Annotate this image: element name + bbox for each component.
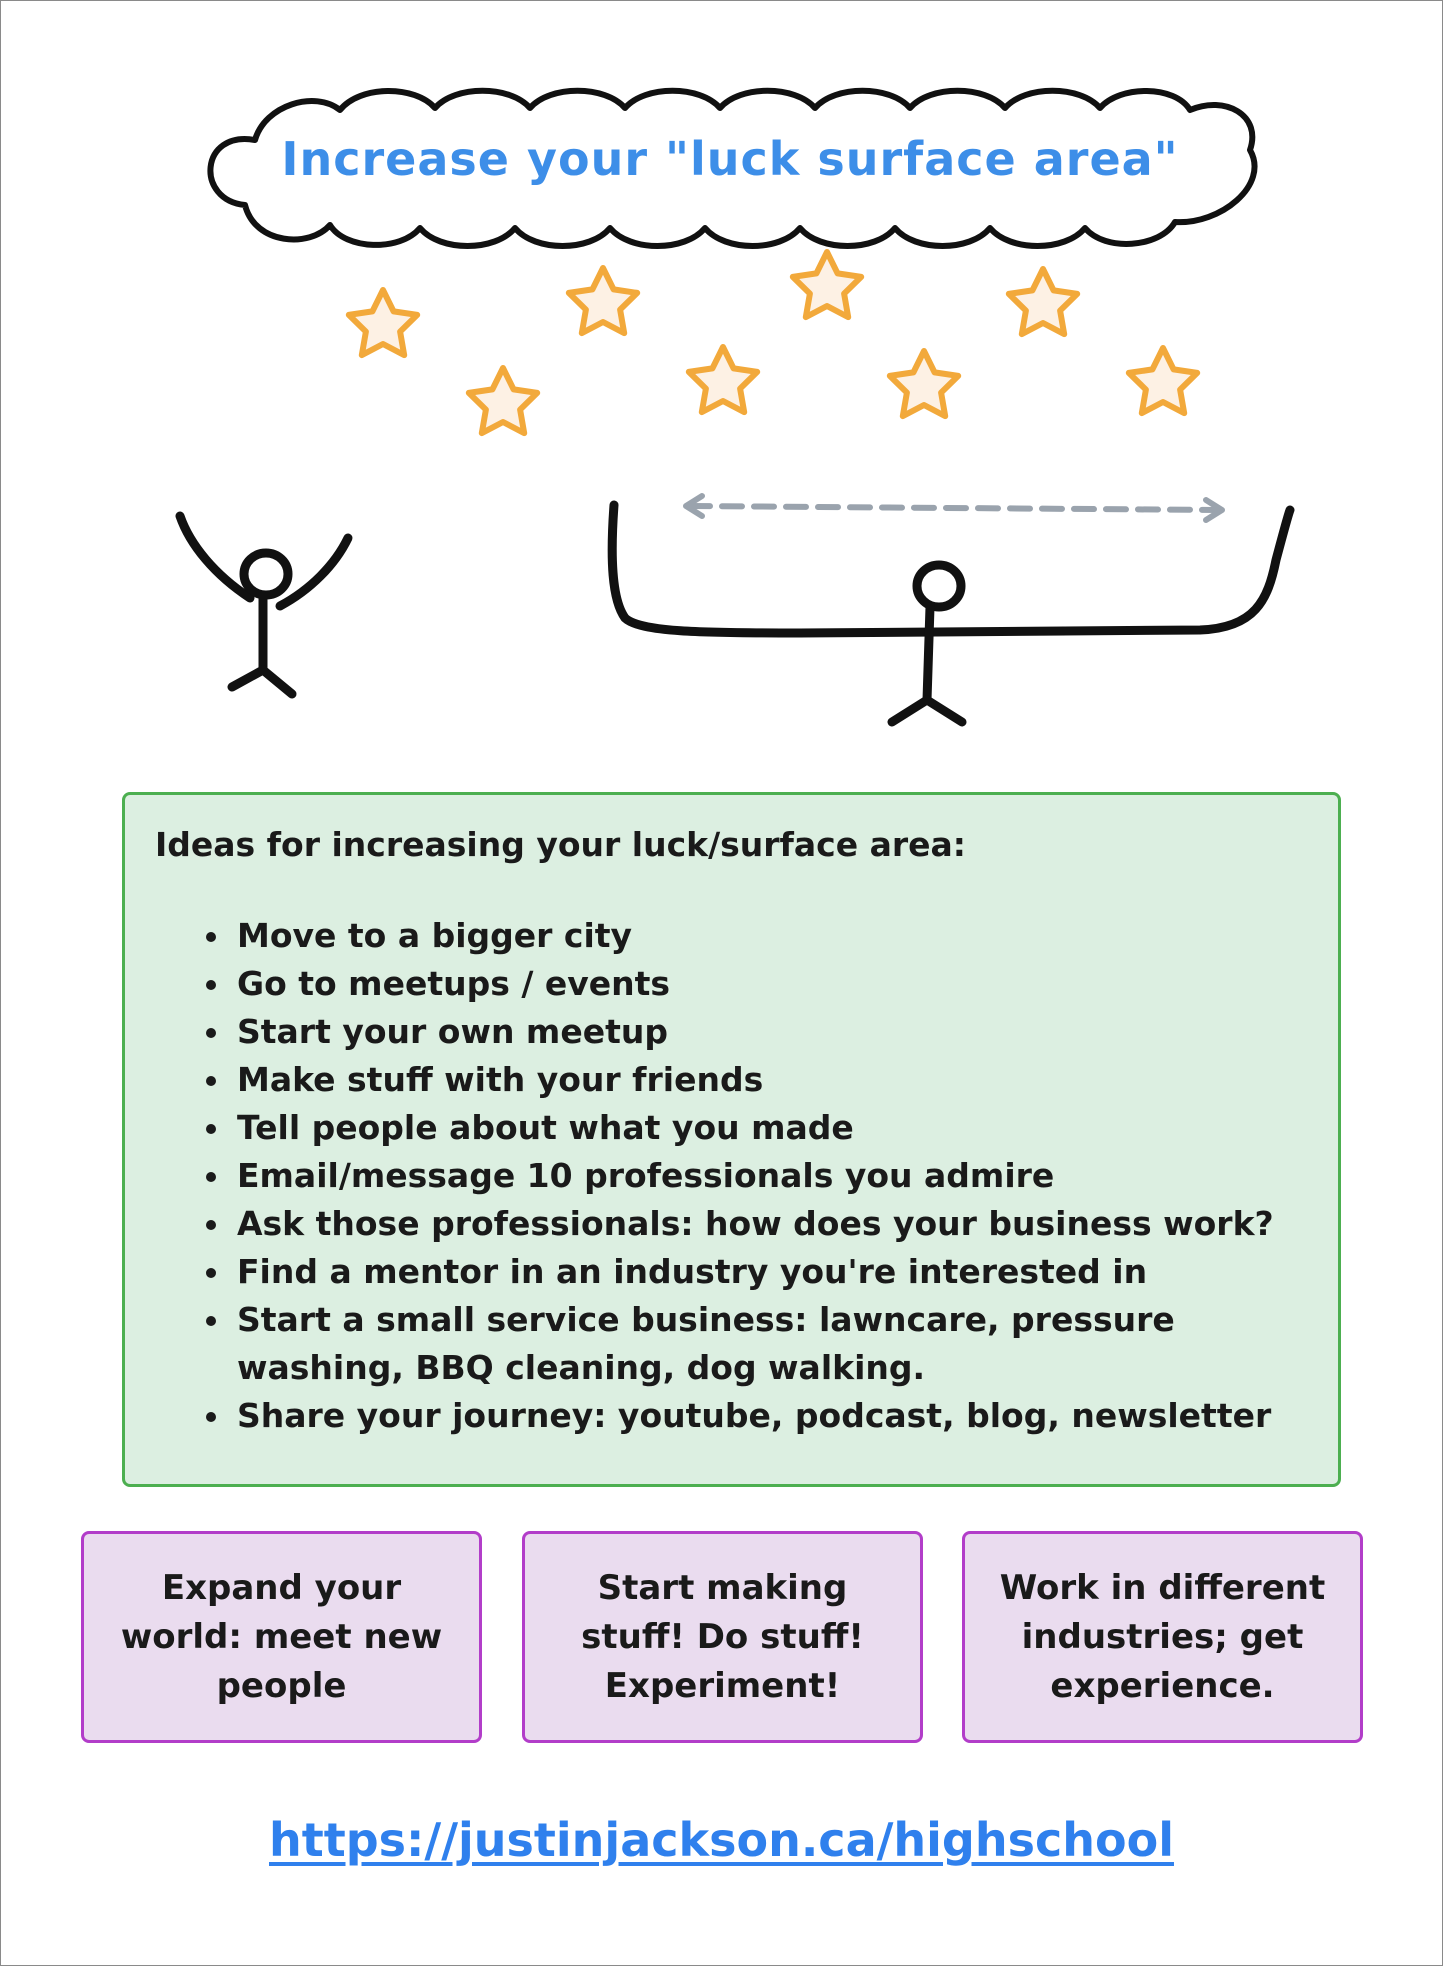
card-work-industries: Work in different industries; get experience. xyxy=(962,1531,1363,1743)
list-item: • Start your own meetup xyxy=(233,1008,1308,1056)
list-item: • Move to a bigger city xyxy=(233,912,1308,960)
stick-figure-icon xyxy=(180,516,348,694)
stick-figure-icon xyxy=(892,565,962,722)
double-arrow-icon xyxy=(686,496,1222,520)
star-icon xyxy=(890,351,958,416)
star-icon xyxy=(1129,348,1197,413)
list-item: • Make stuff with your friends xyxy=(233,1056,1308,1104)
list-item: • Share your journey: youtube, podcast, blog, newsletter xyxy=(233,1392,1308,1440)
star-icon xyxy=(1009,269,1077,334)
list-item: • Go to meetups / events xyxy=(233,960,1308,1008)
illustration xyxy=(0,0,1443,800)
footer-link[interactable]: https://justinjackson.ca/highschool xyxy=(269,1813,1174,1867)
cloud-title: Increase your "luck surface area" xyxy=(281,132,1179,186)
card-start-making: Start making stuff! Do stuff! Experiment! xyxy=(522,1531,923,1743)
list-item: • Start a small service business: lawncare, pressure washing, BBQ cleaning, dog walking. xyxy=(233,1296,1308,1392)
list-item: • Ask those professionals: how does your business work? xyxy=(233,1200,1308,1248)
ideas-heading: Ideas for increasing your luck/surface area: xyxy=(155,825,966,864)
star-icon xyxy=(569,268,637,333)
star-icon xyxy=(349,290,417,355)
list-item: • Email/message 10 professionals you admire xyxy=(233,1152,1308,1200)
list-item: • Tell people about what you made xyxy=(233,1104,1308,1152)
ideas-list xyxy=(155,912,1308,1440)
list-item: • Find a mentor in an industry you're interested in xyxy=(233,1248,1308,1296)
star-icon xyxy=(793,252,861,317)
card-expand-world: Expand your world: meet new people xyxy=(81,1531,482,1743)
star-icon xyxy=(469,368,537,433)
ideas-panel xyxy=(122,792,1341,1487)
star-icon xyxy=(689,347,757,412)
